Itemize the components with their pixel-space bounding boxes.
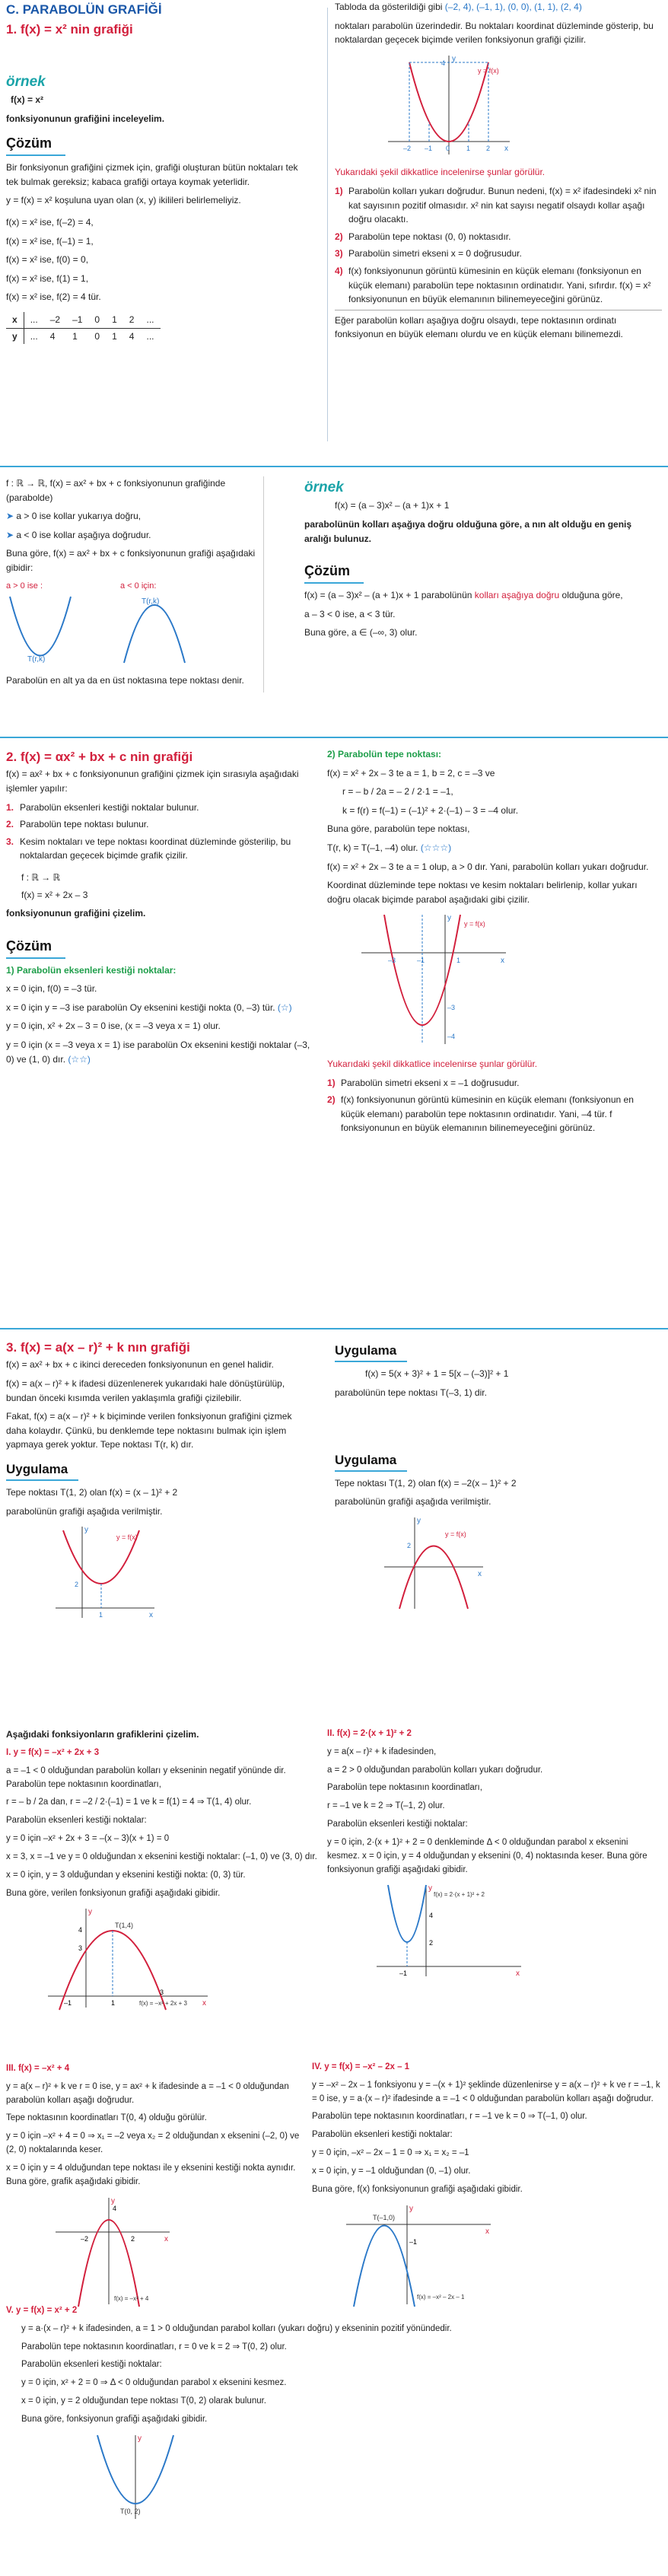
graph-a-negative bbox=[120, 580, 189, 670]
exercise-line: y = 0 için, 2·(x + 1)² + 2 = 0 denkleminde Δ < 0 olduğundan parabol x eksenini kesmez. x = 0 için, y = 4 olduğundan y eksenini (0, 4) noktasında keser. Buna göre fonksiyonun grafiği aşağıdaki gibidir. bbox=[327, 1837, 647, 1874]
exercise-4 bbox=[312, 2061, 662, 2313]
cozum-label: Çözüm bbox=[6, 936, 65, 959]
sign-graphs bbox=[6, 580, 257, 670]
rule-box bbox=[6, 476, 264, 693]
table-cell: 1 bbox=[112, 330, 117, 342]
graph-exercise-4 bbox=[342, 2202, 495, 2308]
list-item-text: f(x) fonksiyonunun görüntü kümesinin en küçük elemanı (fonksiyonun en küçük elemanı) parabolün tepe noktasının ordinatıdır. Yani, sıfırdır. f(x) = x² fonksiyonunun en büyük elemanının bilinemeyeceğini görünüz. bbox=[348, 265, 651, 305]
list-item-text: Kesim noktaları ve tepe noktası koordinat düzleminde gösterilip, bu noktalardan geçecek biçimde grafik çizilir. bbox=[20, 836, 291, 861]
example-func: f(x) = (a – 3)x² – (a + 1)x + 1 bbox=[335, 500, 450, 511]
example-line: f(x) = x² + 2x – 3 bbox=[21, 889, 88, 900]
exercise-line: Tepe noktasının koordinatları T(0, 4) olduğu görülür. bbox=[6, 2113, 207, 2123]
example-task: fonksiyonunun grafiğini çizelim. bbox=[6, 908, 146, 919]
paragraph: f(x) = 5(x + 3)² + 1 = 5[x – (–3)]² + 1 bbox=[365, 1368, 509, 1380]
graph-label: y = f(x) bbox=[116, 1533, 138, 1542]
section-2-right bbox=[304, 476, 654, 645]
parabola-curve bbox=[354, 2225, 418, 2307]
graph-exercise-5 bbox=[67, 2431, 204, 2523]
subheading-1: 1. f(x) = x² nin grafiği bbox=[6, 22, 133, 37]
svg-text:–1: –1 bbox=[417, 957, 425, 965]
list-item-text: Parabolün simetri ekseni x = –1 doğrusudur. bbox=[341, 1077, 520, 1088]
table-cell: ... bbox=[140, 312, 160, 328]
calc-line: f(x) = x² ise, f(–1) = 1, bbox=[6, 235, 94, 247]
text: T(r, k) = T(–1, –4) olur. bbox=[327, 842, 418, 853]
svg-text:x: x bbox=[504, 144, 508, 153]
exercise-line: Parabolün eksenleri kestiği noktalar: bbox=[327, 1820, 468, 1829]
solution-line: Buna göre, a ∈ (–∞, 3) olur. bbox=[304, 627, 418, 638]
bullet-item: ➤ a > 0 ise kollar yukarıya doğru, bbox=[6, 511, 142, 522]
table-cell: 4 bbox=[129, 330, 135, 342]
svg-text:x: x bbox=[202, 1999, 206, 2008]
exercise-line: x = 0 için, y = 3 olduğundan y eksenini kestiği nokta: (0, 3) tür. bbox=[6, 1870, 246, 1880]
step-title: 2) Parabolün tepe noktası: bbox=[327, 749, 442, 759]
steps-list bbox=[6, 801, 310, 863]
parabola-curve bbox=[388, 1885, 426, 1942]
exercise-body bbox=[6, 2323, 660, 2427]
exercise-line: x = 0 için, y = –1 olduğundan (0, –1) olur. bbox=[312, 2166, 471, 2176]
paragraph: Parabolün en alt ya da en üst noktasına tepe noktası denir. bbox=[6, 675, 244, 686]
graph-label: y = f(x) bbox=[445, 1530, 466, 1539]
calc-list bbox=[6, 215, 310, 304]
section-separator bbox=[0, 737, 668, 738]
exercise-5 bbox=[6, 2304, 660, 2528]
list-item: 1. Parabolün eksenleri kestiği noktalar bulunur. bbox=[6, 801, 310, 815]
list-item-text: f(x) fonksiyonunun görüntü kümesinin en küçük elemanı (fonksiyonun en küçük elemanı) parabolün tepe noktasının ordinatıdır. Yani, –4 tür. f fonksiyonunun en büyük elemanının bilinemeyeceğini görünüz. bbox=[341, 1094, 634, 1134]
solution-line: f(x) = x² + 2x – 3 te a = 1, b = 2, c = –3 ve bbox=[327, 767, 495, 779]
solution-line: k = f(r) = f(–1) = (–1)² + 2·(–1) – 3 = –4 olur. bbox=[342, 804, 519, 816]
svg-text:0: 0 bbox=[446, 144, 450, 152]
svg-text:y: y bbox=[452, 54, 456, 63]
text: Tabloda da gösterildiği gibi bbox=[335, 2, 443, 12]
exercise-line: x = 3, x = –1 ve y = 0 olduğundan x eksenini kestiği noktalar: (–1, 0) ve (3, 0) dır. bbox=[6, 1852, 317, 1861]
svg-text:2: 2 bbox=[429, 1939, 434, 1947]
uygulama-label: Uygulama bbox=[335, 1450, 407, 1472]
exercise-line: a = 2 > 0 olduğundan parabolün kolları yukarı doğrudur. bbox=[327, 1765, 543, 1775]
svg-text:y: y bbox=[111, 2196, 115, 2205]
exercise-heading: Aşağıdaki fonksiyonların grafiklerini çizelim. bbox=[6, 1729, 199, 1740]
exercise-line: Parabolün eksenleri kestiği noktalar: bbox=[21, 2360, 162, 2370]
exercise-3 bbox=[6, 2062, 310, 2313]
subheading-3: 3. f(x) = a(x – r)² + k nın grafiği bbox=[6, 1340, 190, 1355]
ornek-label: örnek bbox=[304, 479, 344, 495]
table-cell: 2 bbox=[123, 312, 141, 328]
graph-exercise-3 bbox=[52, 2194, 173, 2308]
uygulama-label: Uygulama bbox=[335, 1341, 407, 1362]
solution-line: r = – b / 2a = – 2 / 2·1 = –1, bbox=[342, 786, 453, 798]
svg-text:2: 2 bbox=[131, 2234, 135, 2243]
paragraph: parabolünün grafiği aşağıda verilmiştir. bbox=[335, 1496, 491, 1508]
svg-text:–4: –4 bbox=[447, 1033, 456, 1041]
points-list: (–2, 4), (–1, 1), (0, 0), (1, 1), (2, 4) bbox=[444, 2, 582, 12]
svg-text:1: 1 bbox=[466, 144, 471, 152]
step-title: 1) Parabolün eksenleri kestiği noktalar: bbox=[6, 964, 177, 976]
exercise-1 bbox=[6, 1747, 318, 2017]
exercise-line: Parabolün tepe noktasının koordinatları, r = –1 ve k = 0 ⇒ T(–1, 0) olur. bbox=[312, 2112, 587, 2122]
exercise-line: y = 0 için, –x² – 2x – 1 = 0 ⇒ x₁ = x₂ = –1 bbox=[312, 2148, 469, 2158]
exercise-line: x = 0 için y = 4 olduğundan tepe noktası ile y eksenini kestiği nokta aynıdır. Buna göre, grafik aşağıdaki gibidir. bbox=[6, 2163, 296, 2186]
exercise-line: a = –1 < 0 olduğundan parabolün kolları y ekseninin negatif yönünde dir. Parabolün tepe noktasının koordinatları, bbox=[6, 1766, 286, 1789]
list-item: 3. Kesim noktaları ve tepe noktası koordinat düzleminde gösterilip, bu noktalardan geçecek biçimde grafik çizilir. bbox=[6, 835, 310, 863]
solution-line: f(x) = x² + 2x – 3 te a = 1 olup, a > 0 dır. Yani, parabolün kolları yukarı doğrudur. bbox=[327, 861, 649, 872]
graph-label: f(x) = –x² + 4 bbox=[114, 2294, 149, 2302]
svg-text:x: x bbox=[501, 957, 504, 966]
section-1-left bbox=[6, 0, 310, 344]
table-cell: 4 bbox=[49, 330, 56, 342]
column-divider bbox=[327, 8, 328, 441]
calc-line: f(x) = x² ise, f(0) = 0, bbox=[6, 254, 89, 266]
uygulama-label: Uygulama bbox=[6, 1460, 78, 1481]
paragraph: Tepe noktası T(1, 2) olan f(x) = (x – 1)² + 2 bbox=[6, 1487, 178, 1498]
graph-label: y = f(x) bbox=[478, 66, 499, 75]
section-4-right bbox=[335, 1338, 654, 1617]
svg-text:x: x bbox=[516, 1969, 520, 1979]
exercise-line: y = –x² – 2x – 1 fonksiyonu y = –(x + 1)² şeklinde düzenlenirse y = a(x – r)² + k ve r = –1, k = 0 ise, y = a·(x – r)² ifadesinde a = –1 < 0 olduğundan parabolün kolları aşağı doğrudur. bbox=[312, 2080, 660, 2103]
list-item: 2) f(x) fonksiyonunun görüntü kümesinin en küçük elemanı (fonksiyonun en küçük elemanı) parabolün tepe noktasının ordinatıdır. Yani, –4 tür. f fonksiyonunun en büyük elemanının bilinemeyeceğini görünüz. bbox=[327, 1093, 654, 1135]
section-4-left bbox=[6, 1338, 310, 1626]
graph-exercise-1 bbox=[44, 1905, 212, 2011]
section-3-left bbox=[6, 747, 310, 1071]
exercise-line: Parabolün tepe noktasının koordinatları, r = 0 ve k = 2 ⇒ T(0, 2) olur. bbox=[21, 2342, 287, 2352]
paragraph: f : ℝ → ℝ, f(x) = ax² + bx + c fonksiyonunun grafiğinde (parabolde) bbox=[6, 478, 226, 503]
calc-line: f(x) = x² ise, f(1) = 1, bbox=[6, 272, 89, 284]
section-1-right bbox=[335, 0, 662, 346]
table-cell: ... bbox=[30, 330, 38, 342]
exercise-line: Parabolün eksenleri kestiği noktalar: bbox=[6, 1816, 147, 1826]
table-cell: y bbox=[6, 328, 24, 344]
text: y = 0 için (x = –3 veya x = 1) ise parabolün Ox eksenini kestiği noktalar (–3, 0) ve (1, 0) dır. bbox=[6, 1039, 310, 1065]
table-cell: 1 bbox=[72, 330, 78, 342]
exercise-title: I. y = f(x) = –x² + 2x + 3 bbox=[6, 1748, 100, 1757]
solution-line: a – 3 < 0 ise, a < 3 tür. bbox=[304, 608, 396, 619]
svg-text:x: x bbox=[478, 1570, 482, 1579]
calc-line: f(x) = x² ise, f(–2) = 4, bbox=[6, 216, 94, 228]
exercise-title: II. f(x) = 2·(x + 1)² + 2 bbox=[327, 1729, 412, 1738]
solution-line: x = 0 için, f(0) = –3 tür. bbox=[6, 983, 97, 995]
list-item: 4) f(x) fonksiyonunun görüntü kümesinin en küçük elemanı (fonksiyonun en küçük elemanı) parabolün tepe noktasının ordinatıdır. Yani, sıfırdır. f(x) = x² fonksiyonunun en büyük elemanının bilinemeyeceğini görünüz. bbox=[335, 264, 662, 307]
highlight: kolları aşağıya doğru bbox=[474, 590, 560, 601]
section-separator bbox=[0, 1328, 668, 1329]
table-cell: ... bbox=[24, 312, 44, 328]
svg-text:y: y bbox=[409, 2204, 413, 2213]
svg-text:2: 2 bbox=[407, 1542, 412, 1550]
svg-text:1: 1 bbox=[456, 957, 461, 965]
table-cell: x bbox=[6, 312, 24, 328]
subheading-2: 2. f(x) = αx² + bx + c nin grafiği bbox=[6, 750, 193, 764]
exercise-line: Buna göre, fonksiyonun grafiği aşağıdaki gibidir. bbox=[21, 2414, 208, 2424]
cozum-label: Çözüm bbox=[6, 133, 65, 156]
parabola-curve bbox=[399, 1546, 468, 1610]
graph-label: a > 0 ise : bbox=[6, 581, 43, 591]
section-heading: C. PARABOLÜN GRAFİĞİ bbox=[6, 2, 162, 17]
table-cell: 0 bbox=[94, 330, 100, 342]
observation-title: Yukarıdaki şekil dikkatlice incelenirse şunlar görülür. bbox=[327, 1058, 538, 1069]
vertex-label: T(r,k) bbox=[142, 597, 160, 606]
svg-text:–1: –1 bbox=[409, 2237, 418, 2246]
paragraph: noktaları parabolün üzerindedir. Bu noktaları koordinat düzleminde gösterip, bu noktalardan geçecek biçimde verilen fonksiyonun grafiği çizilir. bbox=[335, 20, 654, 46]
list-item: 1) Parabolün simetri ekseni x = –1 doğrusudur. bbox=[327, 1076, 654, 1091]
solution-line bbox=[327, 841, 654, 855]
paragraph: Tepe noktası T(1, 2) olan f(x) = –2(x – 1)² + 2 bbox=[335, 1477, 517, 1489]
solution-line: Koordinat düzleminde tepe noktası ve kesim noktaları belirlenip, kollar yukarı doğru olacak biçimde parabol aşağıdaki gibi çizilir. bbox=[327, 880, 638, 905]
table-cell: –2 bbox=[44, 312, 66, 328]
solution-line: y = 0 için, x² + 2x – 3 = 0 ise, (x = –3 veya x = 1) olur. bbox=[6, 1021, 221, 1032]
graph-label: f(x) = –x² – 2x – 1 bbox=[417, 2293, 465, 2301]
parabola-down-icon bbox=[120, 593, 189, 665]
exercise-line: x = 0 için, y = 2 olduğundan tepe noktası T(0, 2) olarak bulunur. bbox=[21, 2396, 266, 2406]
table-cell: 1 bbox=[106, 312, 123, 328]
observation-title: Yukarıdaki şekil dikkatlice incelenirse şunlar görülür. bbox=[335, 167, 546, 178]
svg-text:–2: –2 bbox=[403, 144, 412, 152]
paragraph: Fakat, f(x) = a(x – r)² + k biçiminde verilen fonksiyonun grafiğini çizmek daha kolaydır. Çünkü, bu denklemde tepe noktasını bulmak için işlem yapmaya gerek yoktur. Tepe noktası T(r, k) dır. bbox=[6, 1411, 292, 1450]
list-item: 1) Parabolün kolları yukarı doğrudur. Bunun nedeni, f(x) = x² ifadesindeki x² nin kat sayısının pozitif olmasıdır. x² nin kat sayısı negatif olsaydı kollar aşağı doğru olacaktı. bbox=[335, 184, 662, 227]
calc-line: f(x) = x² ise, f(2) = 4 tür. bbox=[6, 291, 101, 303]
svg-text:3: 3 bbox=[78, 1944, 83, 1953]
svg-text:x: x bbox=[149, 1611, 153, 1620]
exercise-2 bbox=[327, 1727, 662, 1985]
graph-label: f(x) = –x² + 2x + 3 bbox=[139, 2000, 187, 2008]
paragraph: f(x) = a(x – r)² + k ifadesi düzenlenerek yukarıdaki hale dönüştürülüp, bundan önceki kısımda verilen yaklaşımla grafiği çizilebilir. bbox=[6, 1377, 285, 1403]
svg-text:–3: –3 bbox=[447, 1004, 456, 1012]
svg-text:y: y bbox=[138, 2434, 142, 2443]
exercise-line: y = a(x – r)² + k ifadesinden, bbox=[327, 1747, 437, 1756]
list-item: 3) Parabolün simetri ekseni x = 0 doğrusudur. bbox=[335, 247, 662, 261]
star-mark: (☆) bbox=[277, 1001, 292, 1013]
svg-text:2: 2 bbox=[75, 1581, 79, 1589]
table-cell: ... bbox=[146, 330, 154, 342]
text: f(x) = (a – 3)x² – (a + 1)x + 1 parabolünün bbox=[304, 590, 472, 601]
table-cell: 0 bbox=[88, 312, 106, 328]
parabola-graph-down-vertex-1-2 bbox=[380, 1514, 487, 1613]
parabola-up-icon bbox=[6, 593, 75, 665]
svg-text:–1: –1 bbox=[425, 144, 433, 152]
observation-list bbox=[335, 184, 662, 307]
exercise-line: y = 0 için –x² + 4 = 0 ⇒ x₁ = –2 veya x₂ = 2 olduğundan x eksenini (–2, 0) ve (2, 0) noktalarında keser. bbox=[6, 2132, 300, 2155]
star-mark: (☆☆) bbox=[68, 1053, 91, 1065]
paragraph: Bir fonksiyonun grafiğini çizmek için, grafiği oluşturan bütün noktaları tek tek bulmak gereksiz; kabaca grafiği ortaya koymak yeterlidir. bbox=[6, 162, 298, 187]
paragraph: f(x) = ax² + bx + c ikinci dereceden fonksiyonunun en genel halidir. bbox=[6, 1359, 274, 1371]
example-func: f(x) = x² bbox=[11, 94, 44, 106]
text: olduğuna göre, bbox=[561, 590, 623, 601]
paragraph: parabolünün tepe noktası T(–3, 1) dir. bbox=[335, 1387, 487, 1398]
svg-text:1: 1 bbox=[99, 1611, 103, 1619]
exercise-line: Buna göre, f(x) fonksiyonunun grafiği aşağıdaki gibidir. bbox=[312, 2184, 523, 2194]
list-item-text: Parabolün tepe noktası (0, 0) noktasıdır. bbox=[348, 231, 511, 242]
vertex-label: T(1,4) bbox=[115, 1922, 134, 1930]
exercise-line: Buna göre, verilen fonksiyonun grafiği aşağıdaki gibidir. bbox=[6, 1888, 221, 1898]
paragraph bbox=[335, 0, 662, 14]
star-mark: (☆☆☆) bbox=[420, 842, 452, 853]
paragraph: parabolünün grafiği aşağıda verilmiştir. bbox=[6, 1505, 163, 1517]
exercise-line: y = 0 için, x² + 2 = 0 ⇒ Δ < 0 olduğundan parabol x eksenini kesmez. bbox=[21, 2378, 287, 2388]
cozum-label: Çözüm bbox=[304, 561, 364, 584]
paragraph: Eğer parabolün kolları aşağıya doğru olsaydı, tepe noktasının ordinatı fonksiyonun en büyük elemanı olurdu ve en küçük elemanı bilinemezdi. bbox=[335, 310, 662, 342]
list-item-text: Parabolün tepe noktası bulunur. bbox=[20, 819, 149, 830]
solution-line: Buna göre, parabolün tepe noktası, bbox=[327, 823, 470, 835]
paragraph: f(x) = ax² + bx + c fonksiyonunun grafiğini çizmek için sırasıyla aşağıdaki işlemler yapılır: bbox=[6, 769, 299, 794]
svg-text:y: y bbox=[447, 914, 451, 923]
svg-text:x: x bbox=[485, 2227, 489, 2236]
paragraph: Buna göre, f(x) = ax² + bx + c fonksiyonunun grafiği aşağıdaki gibidir: bbox=[6, 548, 256, 573]
vertex-label: T(–1,0) bbox=[373, 2213, 396, 2221]
exercise-title: V. y = f(x) = x² + 2 bbox=[6, 2306, 78, 2315]
svg-text:1: 1 bbox=[111, 1999, 116, 2008]
text: x = 0 için y = –3 ise parabolün Oy eksenini kestiği nokta (0, –3) tür. bbox=[6, 1001, 275, 1013]
exercise-line: r = – b / 2a dan, r = –2 / 2·(–1) = 1 ve k = f(1) = 4 ⇒ T(1, 4) olur. bbox=[6, 1797, 252, 1807]
exercise-title: IV. y = f(x) = –x² – 2x – 1 bbox=[312, 2062, 410, 2071]
vertex-label: T(r,k) bbox=[27, 654, 46, 664]
svg-text:–1: –1 bbox=[64, 1999, 72, 2008]
graph-label: a < 0 için: bbox=[120, 581, 157, 591]
solution-line bbox=[6, 1001, 310, 1015]
list-item: 2) Parabolün tepe noktası (0, 0) noktasıdır. bbox=[335, 230, 662, 244]
svg-text:–2: –2 bbox=[81, 2234, 89, 2243]
graph-label: y = f(x) bbox=[464, 920, 485, 928]
ornek-label: örnek bbox=[6, 73, 46, 90]
bullet-item: ➤ a < 0 ise kollar aşağıya doğrudur. bbox=[6, 529, 151, 540]
section-separator bbox=[0, 466, 668, 467]
svg-text:2: 2 bbox=[486, 144, 491, 152]
svg-text:y: y bbox=[84, 1526, 88, 1535]
graph-exercise-2 bbox=[373, 1881, 525, 1980]
svg-text:4: 4 bbox=[78, 1926, 83, 1934]
list-item-text: Parabolün eksenleri kestiği noktalar bulunur. bbox=[20, 801, 199, 813]
exercise-line: y = a(x – r)² + k ve r = 0 ise, y = ax² + k ifadesinde a = –1 < 0 olduğundan parabolün kolları aşağı doğrudur. bbox=[6, 2081, 289, 2105]
exercise-line: Parabolün eksenleri kestiği noktalar: bbox=[312, 2130, 453, 2140]
bullet-text: a > 0 ise kollar yukarıya doğru, bbox=[16, 511, 142, 522]
svg-text:y: y bbox=[88, 1908, 92, 1917]
solution-line bbox=[6, 1038, 310, 1066]
parabola-graph-x2-2x-3 bbox=[358, 911, 510, 1048]
svg-text:–3: –3 bbox=[388, 957, 396, 965]
svg-text:4: 4 bbox=[441, 59, 446, 67]
graph-label: f(x) = 2·(x + 1)² + 2 bbox=[434, 1891, 485, 1899]
table-cell: –1 bbox=[66, 312, 88, 328]
observation-list bbox=[327, 1076, 654, 1135]
exercise-title: III. f(x) = –x² + 4 bbox=[6, 2064, 70, 2073]
list-item-text: Parabolün kolları yukarı doğrudur. Bunun nedeni, f(x) = x² ifadesindeki x² nin kat sayısının pozitif olmasıdır. x² nin kat sayısı negatif olsaydı kollar aşağı doğru olacaktı. bbox=[348, 185, 657, 225]
section-3-right bbox=[327, 747, 654, 1138]
svg-text:3: 3 bbox=[160, 1989, 164, 1997]
list-item: 2. Parabolün tepe noktası bulunur. bbox=[6, 817, 310, 832]
svg-text:4: 4 bbox=[113, 2204, 117, 2212]
example-task: fonksiyonunun grafiğini inceleyelim. bbox=[6, 113, 165, 124]
value-table bbox=[6, 312, 161, 344]
svg-text:y: y bbox=[428, 1884, 432, 1893]
exercise-line: Parabolün tepe noktasının koordinatları, bbox=[327, 1783, 482, 1793]
bullet-text: a < 0 ise kollar aşağıya doğrudur. bbox=[16, 529, 151, 540]
exercise-line: y = a·(x – r)² + k ifadesinden, a = 1 > 0 olduğundan parabol kolları (yukarı doğru) y ekseninin pozitif yönündedir. bbox=[21, 2323, 452, 2333]
parabola-graph-vertex-1-2 bbox=[52, 1523, 158, 1622]
vertex-label: T(0, 2) bbox=[120, 2507, 141, 2515]
graph-a-positive bbox=[6, 580, 75, 670]
exercise-line: r = –1 ve k = 2 ⇒ T(–1, 2) olur. bbox=[327, 1801, 445, 1811]
solution-line bbox=[304, 588, 654, 603]
exercise-line: y = 0 için –x² + 2x + 3 = –(x – 3)(x + 1) = 0 bbox=[6, 1834, 170, 1844]
paragraph: y = f(x) = x² koşuluna uyan olan (x, y) ikilileri belirlemeliyiz. bbox=[6, 195, 241, 206]
svg-text:x: x bbox=[164, 2234, 168, 2243]
parabola-graph-x2 bbox=[380, 52, 517, 158]
list-item-text: Parabolün simetri ekseni x = 0 doğrusudur. bbox=[348, 248, 522, 260]
svg-text:4: 4 bbox=[429, 1912, 434, 1920]
svg-text:–1: –1 bbox=[399, 1969, 408, 1978]
svg-text:y: y bbox=[417, 1517, 421, 1526]
example-line: f : ℝ → ℝ bbox=[21, 871, 61, 883]
example-task: parabolünün kolları aşağıya doğru olduğuna göre, a nın alt olduğu en geniş aralığı bulunuz. bbox=[304, 519, 632, 544]
